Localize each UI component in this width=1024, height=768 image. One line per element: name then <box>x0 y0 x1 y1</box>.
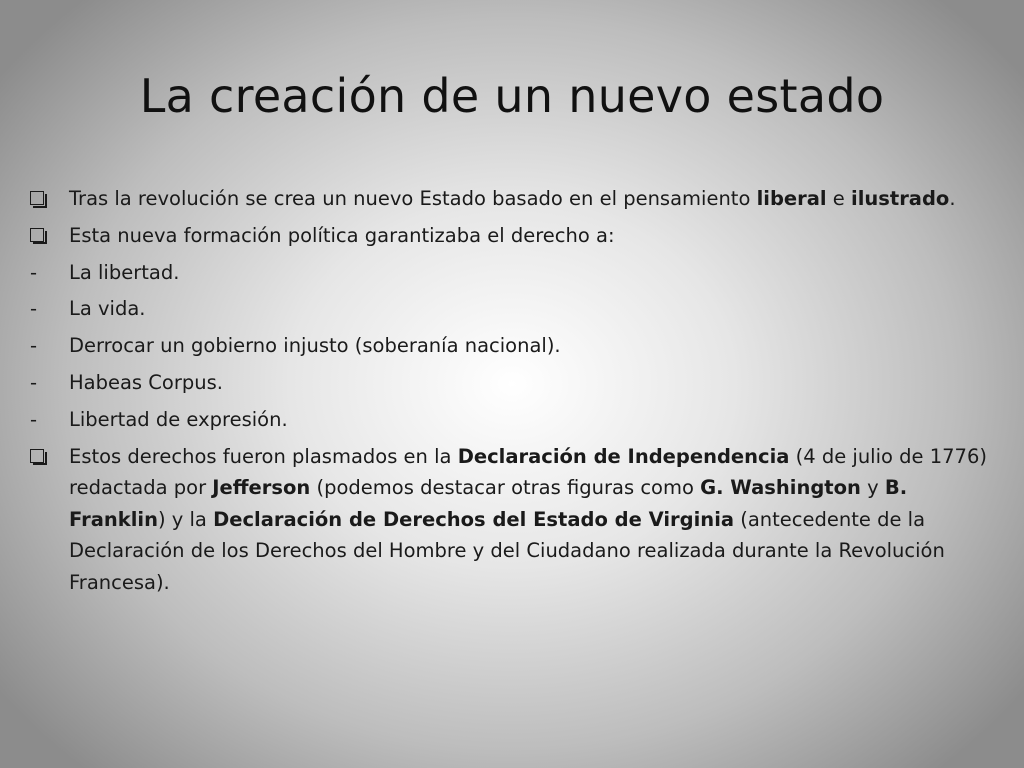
dash-bullet: - <box>30 260 38 284</box>
text-segment: Habeas Corpus. <box>69 370 223 394</box>
dash-bullet: - <box>30 370 38 394</box>
slide-title: La creación de un nuevo estado <box>139 69 885 123</box>
list-item-4 <box>26 330 1006 362</box>
list-item-3 <box>26 293 1006 325</box>
text-segment: (podemos destacar otras figuras como <box>310 476 701 500</box>
bold-segment: Jefferson <box>212 476 311 500</box>
bold-segment: Declaración de Independencia <box>457 444 790 468</box>
checkbox-bullet-icon <box>26 220 56 252</box>
text-segment: La vida. <box>69 297 146 321</box>
text-segment: y <box>860 476 885 500</box>
text-segment: Estos derechos fueron plasmados en la <box>69 444 458 468</box>
text-segment: . <box>949 187 956 210</box>
text-segment: (4 de julio de 1776) redactada por <box>69 444 987 500</box>
list-item-0 <box>26 183 1006 215</box>
list-item-1 <box>26 220 1006 252</box>
dash-bullet: - <box>30 407 38 431</box>
dash-bullet: - <box>30 297 38 321</box>
dash-bullet: - <box>30 334 38 358</box>
text-segment: Libertad de expresión. <box>69 407 288 431</box>
checkbox-bullet-icon <box>26 183 56 215</box>
text-segment: Derrocar un gobierno injusto (soberanía nacional). <box>69 334 561 358</box>
bold-segment: Declaración de Derechos del Estado de Virginia <box>213 507 735 531</box>
text-segment: ) y la <box>157 507 214 531</box>
list-item-5 <box>26 367 1006 399</box>
text-segment: Tras la revolución se crea un nuevo Estado basado en el pensamiento <box>69 187 757 210</box>
list-item-2 <box>26 257 1006 289</box>
text-segment: La libertad. <box>69 260 180 284</box>
text-segment: (antecedente de la Declaración de los Derechos del Hombre y del Ciudadano realizada durante la Revolución Francesa). <box>69 507 945 594</box>
bold-segment: ilustrado <box>851 187 950 210</box>
slide-body <box>26 183 1006 603</box>
text-segment: Esta nueva formación política garantizaba el derecho a: <box>69 223 615 247</box>
list-item-6 <box>26 404 1006 436</box>
bold-segment: G. Washington <box>700 476 861 500</box>
text-segment: e <box>826 187 852 210</box>
checkbox-bullet-icon <box>26 441 56 473</box>
bold-segment: liberal <box>756 187 827 210</box>
list-item-7 <box>26 441 1006 599</box>
bold-segment: B. Franklin <box>69 476 908 531</box>
